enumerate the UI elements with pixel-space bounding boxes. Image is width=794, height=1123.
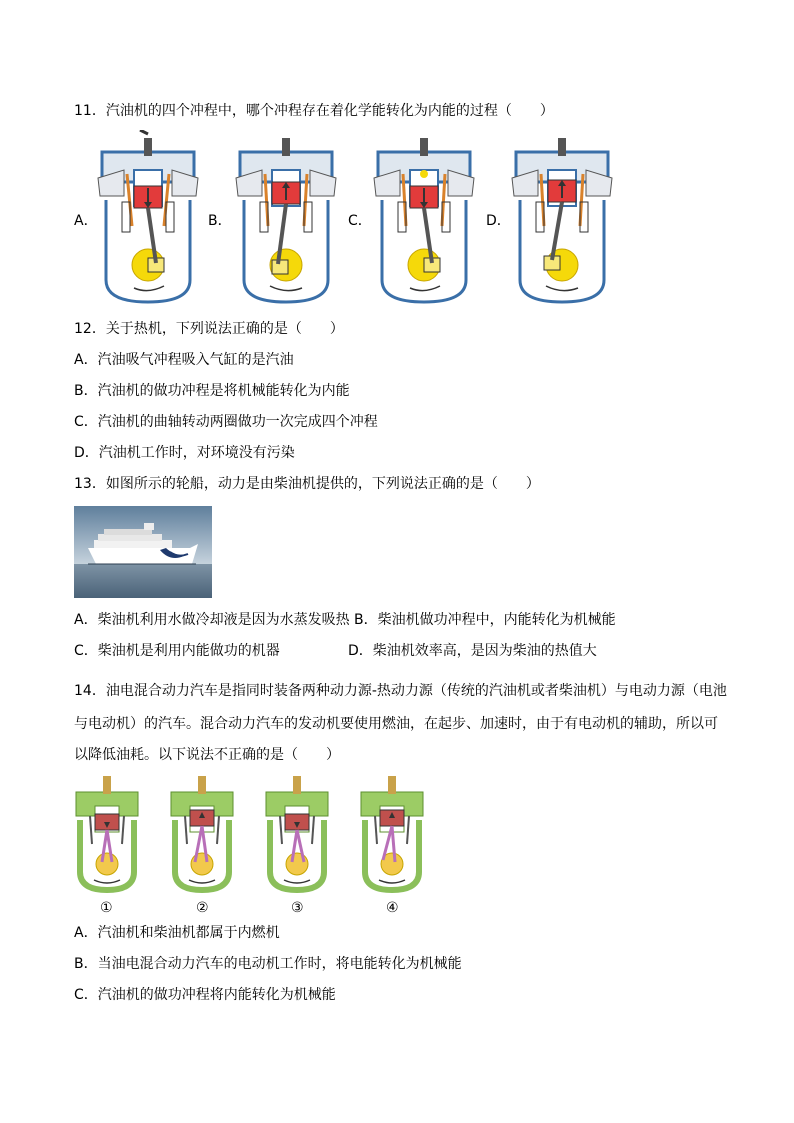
q11-option-d-label: D． [486, 213, 511, 229]
engine-label-2: ② [196, 900, 209, 916]
engine-diagram-a [94, 130, 202, 308]
engine-diagram-b [232, 130, 340, 308]
q13-option-d: D．柴油机效率高，是因为柴油的热值大 [348, 643, 597, 659]
q14-option-c: C．汽油机的做功冲程将内能转化为机械能 [74, 987, 336, 1003]
q12-option-a: A．汽油吸气冲程吸入气缸的是汽油 [74, 352, 294, 368]
q13-stem: 13．如图所示的轮船，动力是由柴油机提供的，下列说法正确的是（ ） [74, 476, 540, 492]
engine-diagram-3 [262, 772, 332, 894]
engine-diagram-c [370, 130, 478, 308]
q12-option-c: C．汽油机的曲轴转动两圈做功一次完成四个冲程 [74, 414, 378, 430]
q12-stem: 12．关于热机，下列说法正确的是（ ） [74, 321, 344, 337]
q12-option-d: D．汽油机工作时，对环境没有污染 [74, 445, 295, 461]
q14-stem-line2: 与电动机）的汽车。混合动力汽车的发动机要使用燃油，在起步、加速时，由于有电动机的辅助，所以可 [74, 716, 718, 732]
q14-stem-line1: 14．油电混合动力汽车是指同时装备两种动力源-热动力源（传统的汽油机或者柴油机）与电动力源（电池 [74, 683, 727, 699]
q13-option-c: C．柴油机是利用内能做功的机器 [74, 643, 280, 659]
q12-option-b: B．汽油机的做功冲程是将机械能转化为内能 [74, 383, 350, 399]
q13-option-b: B．柴油机做功冲程中，内能转化为机械能 [354, 612, 616, 628]
q14-stem-line3: 以降低油耗。以下说法不正确的是（ ） [74, 747, 340, 763]
q14-option-a: A．汽油机和柴油机都属于内燃机 [74, 925, 280, 941]
cruise-ship-photo [74, 506, 212, 598]
engine-diagram-4 [357, 772, 427, 894]
engine-label-1: ① [100, 900, 113, 916]
engine-label-3: ③ [291, 900, 304, 916]
q13-option-a: A．柴油机利用水做冷却液是因为水蒸发吸热 [74, 612, 350, 628]
q11-stem: 11．汽油机的四个冲程中，哪个冲程存在着化学能转化为内能的过程（ ） [74, 103, 554, 119]
engine-label-4: ④ [386, 900, 399, 916]
q14-option-b: B．当油电混合动力汽车的电动机工作时，将电能转化为机械能 [74, 956, 462, 972]
q11-option-a-label: A． [74, 213, 98, 229]
engine-diagram-2 [167, 772, 237, 894]
q11-option-c-label: C． [348, 213, 372, 229]
engine-diagram-d [508, 130, 616, 308]
engine-diagram-1 [72, 772, 142, 894]
q11-option-b-label: B． [208, 213, 232, 229]
